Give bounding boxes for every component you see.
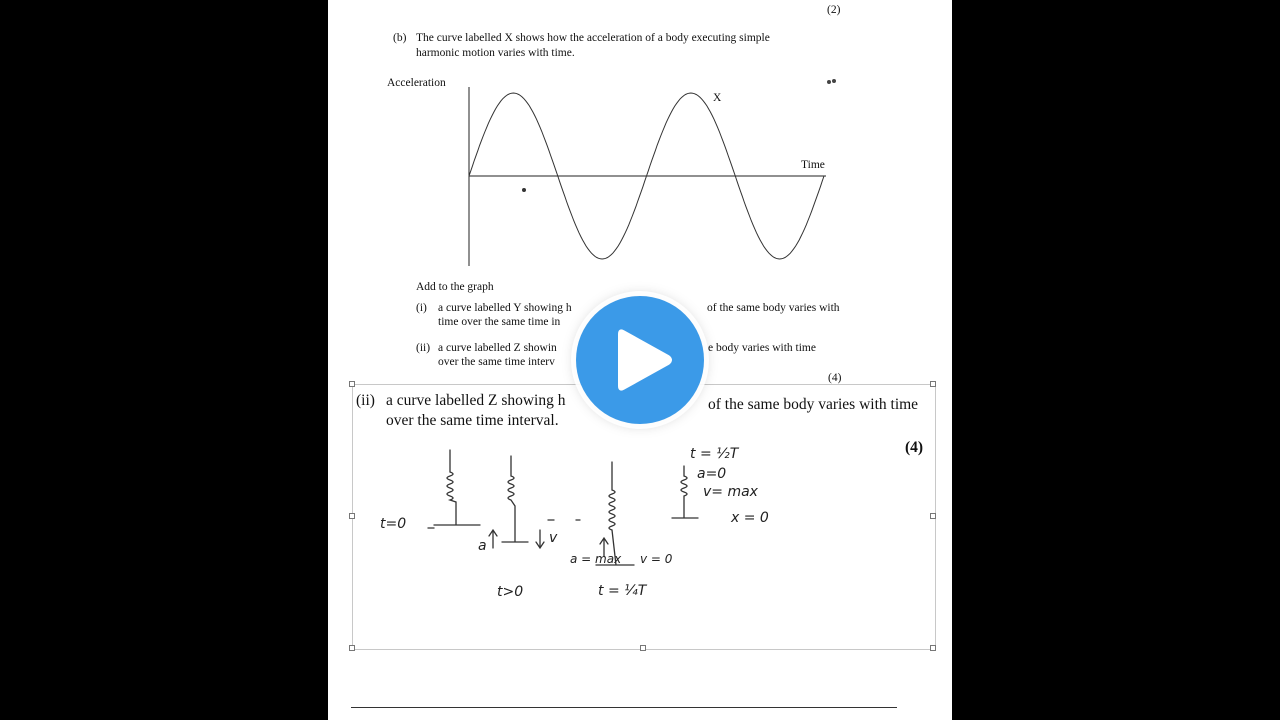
hw-t0: t=0 <box>380 516 407 532</box>
hw-x-zero: x = 0 <box>731 510 769 526</box>
part-label-b: (b) <box>393 32 407 44</box>
marks-4: (4) <box>828 372 842 384</box>
item-i-line2: time over the same time in <box>438 316 561 328</box>
question-b-line2: harmonic motion varies with time. <box>416 47 575 59</box>
question-b-line1: The curve labelled X shows how the acceleration of a body executing simple <box>416 32 770 44</box>
play-icon <box>576 296 704 424</box>
curve-label-x: X <box>713 92 722 104</box>
play-button[interactable] <box>576 296 704 424</box>
zoom-line2: over the same time interval. <box>386 412 559 429</box>
hw-a: a <box>478 538 487 554</box>
hw-v: v <box>549 530 558 546</box>
hw-v-zero: v = 0 <box>640 552 673 566</box>
item-ii-label: (ii) <box>416 342 431 354</box>
add-to-graph: Add to the graph <box>416 281 494 293</box>
marks-top: (2) <box>827 4 841 16</box>
spring-2 <box>502 456 528 542</box>
accel-arrow <box>489 530 497 548</box>
hw-t-half: t = ½T <box>690 446 739 462</box>
item-ii-line2: over the same time interv <box>438 356 555 368</box>
bottom-rule <box>351 707 897 708</box>
item-i-line1b: of the same body varies with <box>707 302 840 314</box>
velocity-arrow <box>536 530 544 548</box>
spring-4 <box>672 466 698 518</box>
spring-1 <box>434 450 480 525</box>
y-axis-label: Acceleration <box>387 77 446 89</box>
item-ii-line1a: a curve labelled Z showin <box>438 342 557 354</box>
hw-t-quarter: t = ¼T <box>598 583 647 599</box>
hw-a-zero: a=0 <box>697 466 727 482</box>
x-axis-label: Time <box>801 159 825 171</box>
spring-3 <box>596 462 634 565</box>
zoom-marks: (4) <box>905 439 924 456</box>
zoom-label-ii: (ii) <box>356 392 375 409</box>
item-i-line1a: a curve labelled Y showing h <box>438 302 572 314</box>
item-i-label: (i) <box>416 302 427 314</box>
zoom-line1a: a curve labelled Z showing h <box>386 392 566 409</box>
hw-a-max: a = max <box>570 552 622 566</box>
item-ii-line1b: e body varies with time <box>708 342 816 354</box>
hw-v-max: v= max <box>703 484 758 500</box>
hw-t-gt-0: t>0 <box>497 584 524 600</box>
zoom-line1b: of the same body varies with time <box>708 396 919 413</box>
